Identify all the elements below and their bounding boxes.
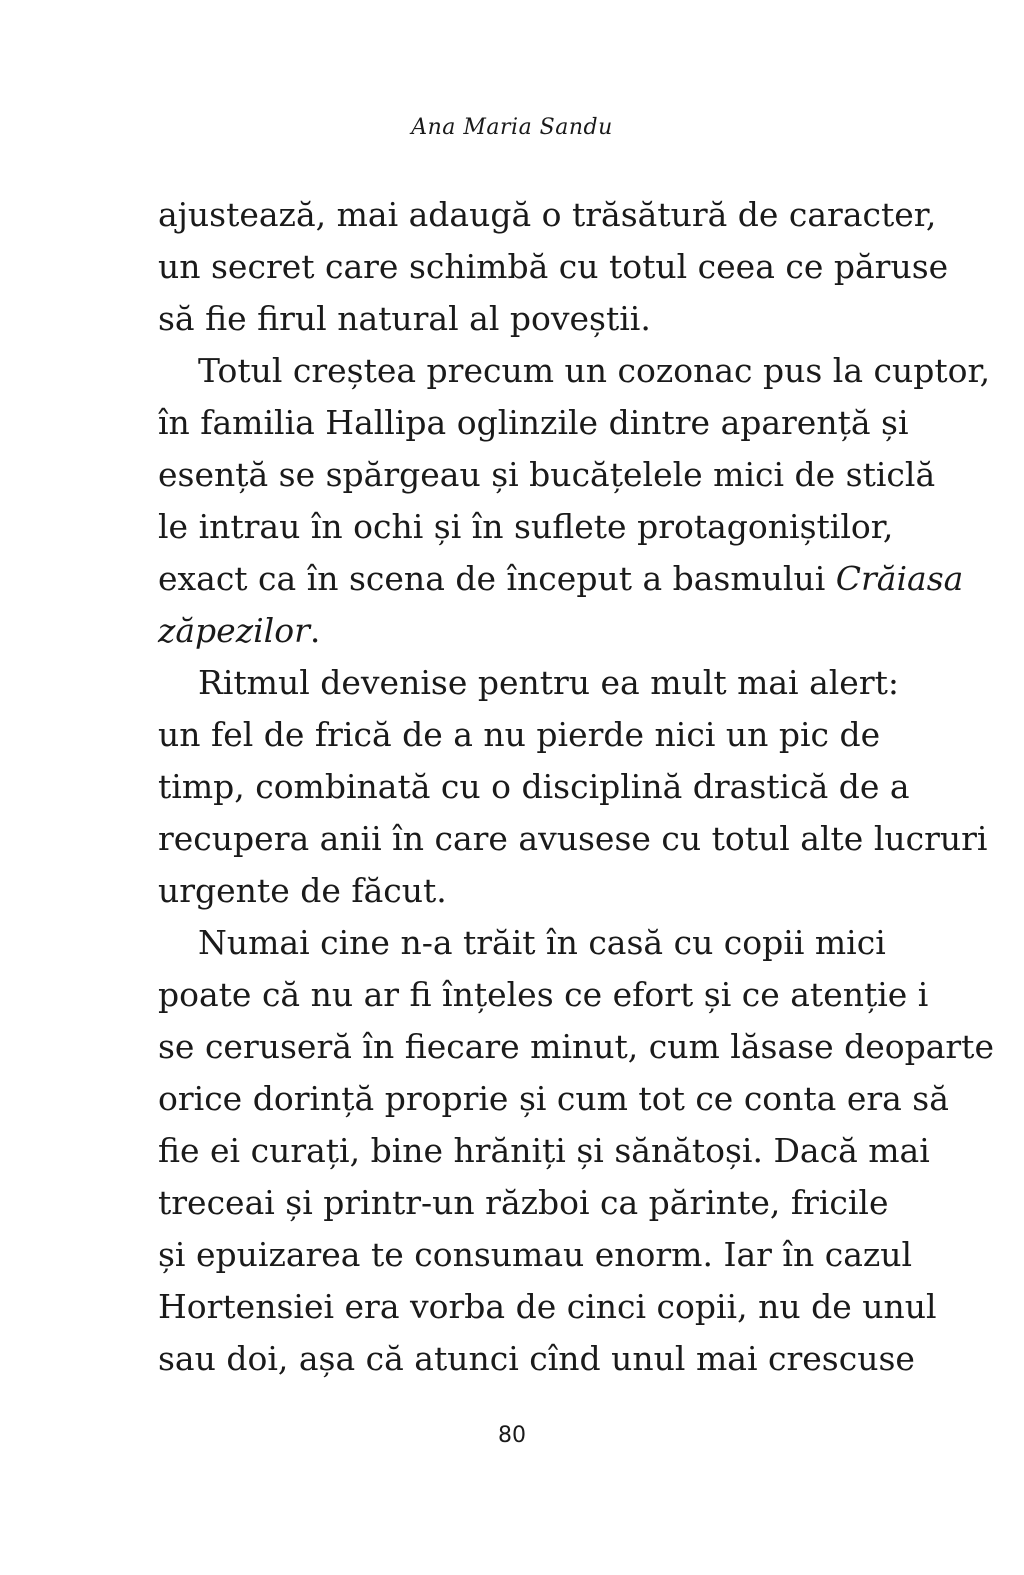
- text-line: un fel de frică de a nu pierde nici un pic de: [158, 715, 881, 754]
- text-line: Ritmul devenise pentru ea mult mai alert:: [198, 663, 899, 702]
- text-line: poate că nu ar fi înțeles ce efort și ce atenție i: [158, 975, 929, 1014]
- book-title-italic: zăpezilor: [158, 611, 310, 650]
- text-line: ajustează, mai adaugă o trăsătură de caracter,: [158, 195, 937, 234]
- text-line: timp, combinată cu o disciplină drastică de a: [158, 767, 910, 806]
- text-line: și epuizarea te consumau enorm. Iar în cazul: [158, 1235, 913, 1274]
- text-line: Numai cine n-a trăit în casă cu copii mici: [198, 923, 886, 962]
- text-span: .: [309, 611, 321, 650]
- running-head: Ana Maria Sandu: [411, 115, 613, 140]
- page-number: 80: [498, 1423, 526, 1448]
- text-line: fie ei curați, bine hrăniți și sănătoși. Dacă mai: [158, 1131, 930, 1170]
- book-title-italic: Crăiasa: [835, 559, 964, 598]
- text-span: exact ca în scena de început a basmului: [158, 559, 826, 598]
- text-line: le intrau în ochi și în suflete protagoniștilor,: [158, 507, 894, 546]
- text-line: în familia Hallipa oglinzile dintre aparență și: [158, 403, 909, 442]
- text-line: sau doi, așa că atunci cînd unul mai crescuse: [158, 1339, 915, 1378]
- text-line: urgente de făcut.: [158, 871, 447, 910]
- text-line: esență se spărgeau și bucățelele mici de sticlă: [158, 455, 936, 494]
- text-line: treceai și printr-un război ca părinte, fricile: [158, 1183, 889, 1222]
- text-line: [158, 559, 964, 599]
- text-line: [158, 611, 864, 651]
- text-line: un secret care schimbă cu totul ceea ce păruse: [158, 247, 949, 286]
- text-line: să fie firul natural al poveștii.: [158, 299, 651, 338]
- text-line: Hortensiei era vorba de cinci copii, nu de unul: [158, 1287, 937, 1326]
- text-line: recupera anii în care avusese cu totul alte lucruri: [158, 819, 988, 858]
- text-line: se ceruseră în fiecare minut, cum lăsase deoparte: [158, 1027, 994, 1066]
- text-line: Totul creștea precum un cozonac pus la cuptor,: [198, 351, 991, 390]
- text-line: orice dorință proprie și cum tot ce conta era să: [158, 1079, 949, 1118]
